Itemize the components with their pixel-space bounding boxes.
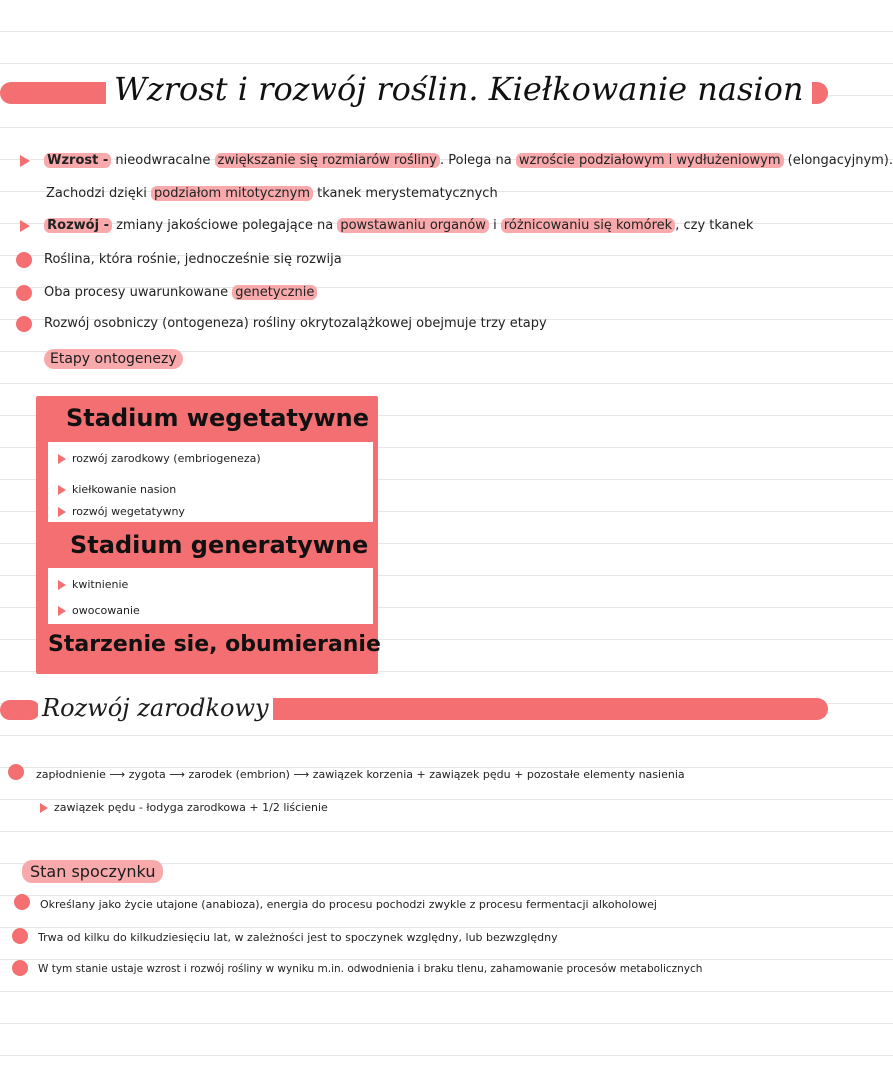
stage-1-item-1: rozwój zarodkowy (embriogeneza) bbox=[58, 452, 261, 465]
bullet-dot-icon bbox=[8, 764, 24, 780]
stage-2-item-1: kwitnienie bbox=[58, 578, 128, 591]
bullet-dot-icon bbox=[14, 894, 30, 910]
section-3-bullet-2: Trwa od kilku do kilkudziesięciu lat, w zależności jest to spoczynek względny, lub bezwzględny bbox=[38, 931, 558, 944]
wzrost-line-2: Zachodzi dzięki podziałom mitotycznym tkanek merystematycznych bbox=[46, 186, 498, 201]
section-2-line-2: zawiązek pędu - łodyga zarodkowa + 1/2 liścienie bbox=[40, 801, 328, 814]
bullet-triangle-icon bbox=[58, 485, 66, 495]
bullet-triangle-icon bbox=[58, 454, 66, 464]
stage-1-title: Stadium wegetatywne bbox=[66, 404, 370, 432]
bullet-dot-icon bbox=[16, 316, 32, 332]
bullet-triangle-icon bbox=[40, 803, 48, 813]
section-2-heading: Rozwój zarodkowy bbox=[38, 694, 273, 722]
bullet-triangle-icon bbox=[20, 220, 30, 232]
section-2-line-1: zapłodnienie ⟶ zygota ⟶ zarodek (embrion) ⟶ zawiązek korzenia + zawiązek pędu + pozostałe elementy nasienia bbox=[36, 768, 685, 781]
title-bar-left bbox=[0, 82, 120, 104]
bullet-3: Rozwój osobniczy (ontogeneza) rośliny okrytozalążkowej obejmuje trzy etapy bbox=[44, 316, 547, 331]
etapy-label: Etapy ontogenezy bbox=[44, 349, 183, 369]
rozwoj-term: Rozwój - bbox=[44, 218, 112, 233]
rozwoj-line: Rozwój - zmiany jakościowe polegające na powstawaniu organów i różnicowaniu się komórek , czy tkanek bbox=[20, 218, 753, 233]
section-2-bar-right bbox=[246, 698, 828, 720]
bullet-2: Oba procesy uwarunkowane genetycznie bbox=[44, 285, 317, 300]
bullet-triangle-icon bbox=[58, 580, 66, 590]
bullet-triangle-icon bbox=[58, 507, 66, 517]
section-3-bullet-1: Określany jako życie utajone (anabioza), energia do procesu pochodzi zwykle z procesu fermentacji alkoholowej bbox=[40, 898, 657, 911]
stage-2-item-2: owocowanie bbox=[58, 604, 140, 617]
stage-1-item-3: rozwój wegetatywny bbox=[58, 505, 185, 518]
wzrost-term: Wzrost - bbox=[44, 153, 111, 168]
bullet-dot-icon bbox=[16, 285, 32, 301]
bullet-dot-icon bbox=[16, 252, 32, 268]
section-3-bullet-3: W tym stanie ustaje wzrost i rozwój rośliny w wyniku m.in. odwodnienia i braku tlenu, zahamowanie procesów metabolicznych bbox=[38, 963, 703, 975]
bullet-dot-icon bbox=[12, 928, 28, 944]
section-2-bar-left bbox=[0, 700, 40, 720]
stage-3-title: Starzenie sie, obumieranie bbox=[48, 632, 381, 657]
stage-2-title: Stadium generatywne bbox=[70, 531, 369, 559]
wzrost-line: Wzrost - nieodwracalne zwiększanie się rozmiarów rośliny . Polega na wzroście podziałowym i wydłużeniowym (elongacyjnym). bbox=[20, 153, 893, 168]
bullet-triangle-icon bbox=[58, 606, 66, 616]
bullet-1: Roślina, która rośnie, jednocześnie się rozwija bbox=[44, 252, 342, 267]
bullet-triangle-icon bbox=[20, 155, 30, 167]
page-title: Wzrost i rozwój roślin. Kiełkowanie nasion bbox=[106, 70, 812, 108]
stage-1-item-2: kiełkowanie nasion bbox=[58, 483, 176, 496]
bullet-dot-icon bbox=[12, 960, 28, 976]
section-3-heading: Stan spoczynku bbox=[22, 860, 163, 883]
